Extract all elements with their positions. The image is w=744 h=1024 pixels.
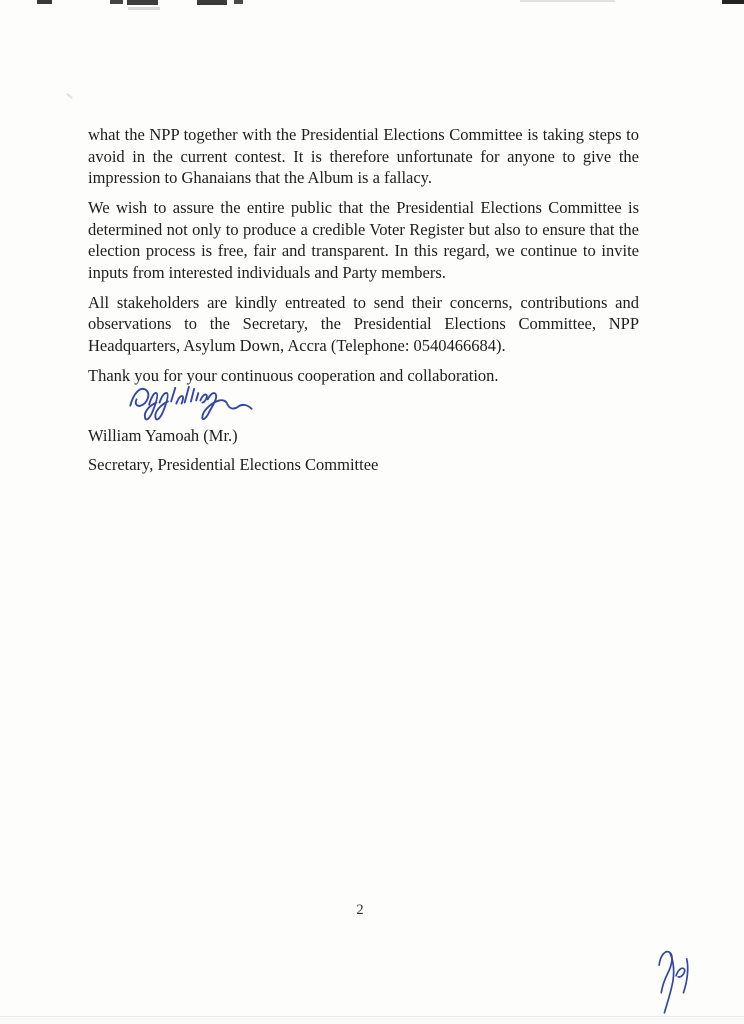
- signature-ink-strokes: [130, 387, 251, 420]
- scan-artifact: [127, 0, 158, 5]
- scan-artifact: [234, 0, 243, 4]
- scan-artifact: [37, 0, 52, 4]
- scan-artifact: [722, 0, 744, 4]
- signer-name: William Yamoah (Mr.): [88, 426, 238, 445]
- page-number: 2: [356, 902, 364, 918]
- signer-title: Secretary, Presidential Elections Committee: [88, 454, 379, 474]
- scan-artifact: [197, 0, 227, 5]
- smudge-mark: [66, 93, 73, 99]
- scan-artifact: [128, 7, 160, 10]
- initials-ink-strokes: [659, 952, 688, 1013]
- scan-bottom-edge: [0, 1016, 744, 1024]
- scan-artifact: [110, 0, 123, 4]
- paragraph: Thank you for your continuous cooperation and collaboration.: [88, 365, 499, 385]
- paragraph: We wish to assure the entire public that the Presidential Elections Committee is determined not only to produce a credible Voter Register but also to ensure that the election process is free, fair and transparent. In this regard, we continue to invite inputs from interested individuals and Party members.: [88, 198, 639, 282]
- paragraph: All stakeholders are kindly entreated to send their concerns, contributions and observations to the Secretary, the Presidential Elections Committee, NPP Headquarters, Asylum Down, Accra (Telephone: 0540466684).: [88, 292, 639, 355]
- signature-scribble: [124, 378, 260, 426]
- initials-scribble: [642, 944, 708, 1016]
- paragraph: what the NPP together with the Presidential Elections Committee is taking steps to avoid in the current contest. It is therefore unfortunate for anyone to give the impression to Ghanaians that the Album is a fallacy.: [88, 125, 639, 187]
- scan-artifact: [520, 0, 615, 2]
